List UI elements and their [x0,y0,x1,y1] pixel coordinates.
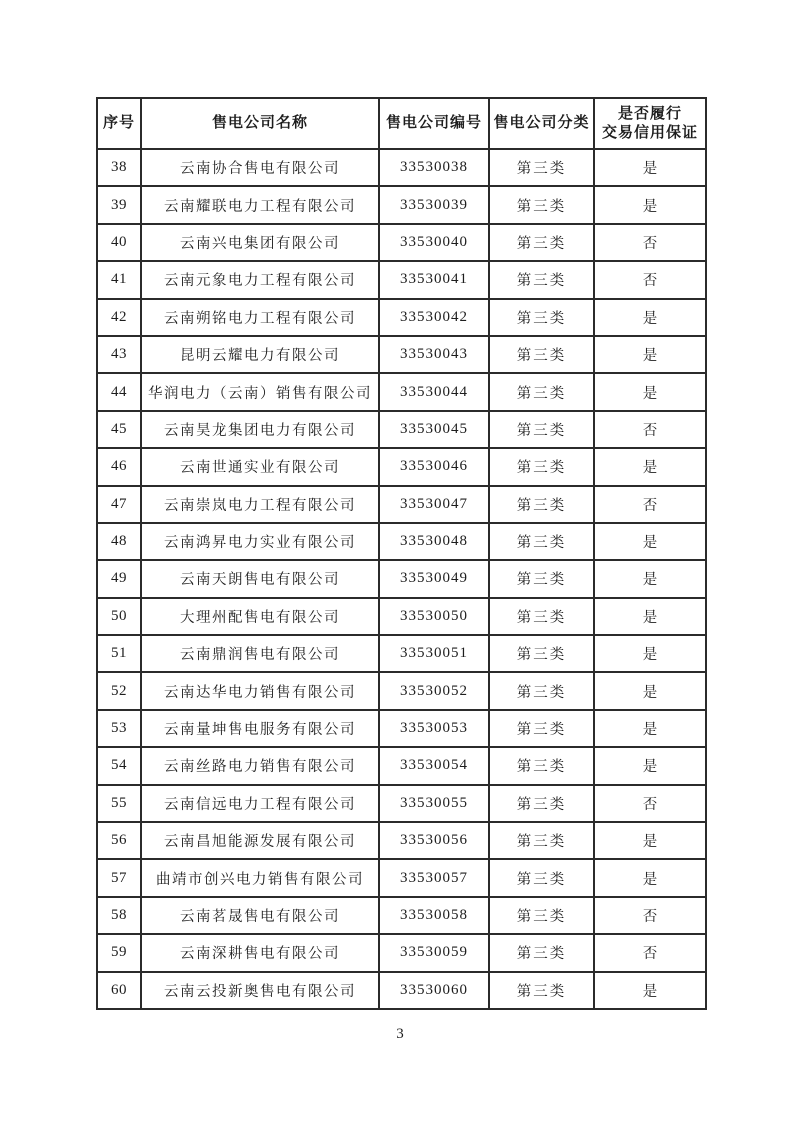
serial-number-cell: 60 [97,972,141,1009]
serial-number-cell: 45 [97,411,141,448]
table-row [97,186,706,223]
company-category-cell: 第三类 [489,672,594,709]
company-name-cell: 云南天朗售电有限公司 [141,560,379,597]
company-code-cell: 33530052 [379,672,489,709]
company-code-cell: 33530041 [379,261,489,298]
serial-number-cell: 55 [97,785,141,822]
serial-number-cell: 56 [97,822,141,859]
credit-guarantee-cell: 是 [594,635,706,672]
table-row [97,598,706,635]
serial-number-cell: 57 [97,859,141,896]
company-category-cell: 第三类 [489,972,594,1009]
company-name-cell: 云南深耕售电有限公司 [141,934,379,971]
credit-guarantee-cell: 是 [594,672,706,709]
credit-guarantee-cell: 是 [594,560,706,597]
serial-number-cell: 52 [97,672,141,709]
company-category-cell: 第三类 [489,635,594,672]
company-code-cell: 33530040 [379,224,489,261]
header-credit-guarantee-line2: 交易信用保证 [601,124,698,141]
company-name-cell: 云南耀联电力工程有限公司 [141,186,379,223]
company-code-cell: 33530050 [379,598,489,635]
serial-number-cell: 50 [97,598,141,635]
company-category-cell: 第三类 [489,560,594,597]
company-code-cell: 33530053 [379,710,489,747]
power-sales-company-table [96,97,707,1010]
table-row [97,448,706,485]
credit-guarantee-cell: 是 [594,149,706,186]
company-code-cell: 33530049 [379,560,489,597]
credit-guarantee-cell: 是 [594,373,706,410]
company-category-cell: 第三类 [489,186,594,223]
credit-guarantee-cell: 是 [594,523,706,560]
company-code-cell: 33530046 [379,448,489,485]
table-row [97,336,706,373]
serial-number-cell: 39 [97,186,141,223]
serial-number-cell: 43 [97,336,141,373]
serial-number-cell: 38 [97,149,141,186]
credit-guarantee-cell: 否 [594,934,706,971]
credit-guarantee-cell: 否 [594,897,706,934]
header-company-category: 售电公司分类 [489,98,594,149]
table-body [97,149,706,1009]
company-code-cell: 33530059 [379,934,489,971]
serial-number-cell: 47 [97,486,141,523]
table-row [97,897,706,934]
company-category-cell: 第三类 [489,299,594,336]
company-category-cell: 第三类 [489,598,594,635]
credit-guarantee-cell: 是 [594,822,706,859]
header-credit-guarantee-line1: 是否履行 [617,105,682,122]
header-serial-number: 序号 [97,98,141,149]
company-name-cell: 昆明云耀电力有限公司 [141,336,379,373]
company-category-cell: 第三类 [489,822,594,859]
serial-number-cell: 54 [97,747,141,784]
company-name-cell: 云南昌旭能源发展有限公司 [141,822,379,859]
company-code-cell: 33530056 [379,822,489,859]
serial-number-cell: 41 [97,261,141,298]
company-name-cell: 云南昊龙集团电力有限公司 [141,411,379,448]
company-category-cell: 第三类 [489,261,594,298]
credit-guarantee-cell: 否 [594,785,706,822]
company-name-cell: 云南元象电力工程有限公司 [141,261,379,298]
serial-number-cell: 46 [97,448,141,485]
company-code-cell: 33530055 [379,785,489,822]
company-code-cell: 33530054 [379,747,489,784]
serial-number-cell: 51 [97,635,141,672]
table-row [97,486,706,523]
table-header-row [97,98,706,149]
credit-guarantee-cell: 否 [594,224,706,261]
company-name-cell: 云南达华电力销售有限公司 [141,672,379,709]
table-row [97,672,706,709]
table-row [97,149,706,186]
table-row [97,560,706,597]
company-category-cell: 第三类 [489,149,594,186]
credit-guarantee-cell: 是 [594,299,706,336]
company-code-cell: 33530045 [379,411,489,448]
company-name-cell: 云南茗晟售电有限公司 [141,897,379,934]
company-category-cell: 第三类 [489,448,594,485]
credit-guarantee-cell: 否 [594,261,706,298]
company-code-cell: 33530051 [379,635,489,672]
company-category-cell: 第三类 [489,523,594,560]
credit-guarantee-cell: 是 [594,972,706,1009]
table-row [97,859,706,896]
page-number: 3 [396,1026,404,1042]
company-name-cell: 曲靖市创兴电力销售有限公司 [141,859,379,896]
company-code-cell: 33530060 [379,972,489,1009]
company-name-cell: 云南信远电力工程有限公司 [141,785,379,822]
serial-number-cell: 49 [97,560,141,597]
company-category-cell: 第三类 [489,486,594,523]
company-code-cell: 33530057 [379,859,489,896]
credit-guarantee-cell: 是 [594,859,706,896]
company-category-cell: 第三类 [489,897,594,934]
table-row [97,261,706,298]
company-category-cell: 第三类 [489,224,594,261]
company-category-cell: 第三类 [489,934,594,971]
company-name-cell: 云南崇岚电力工程有限公司 [141,486,379,523]
table-row [97,635,706,672]
credit-guarantee-cell: 是 [594,448,706,485]
table-row [97,224,706,261]
company-name-cell: 云南鼎润售电有限公司 [141,635,379,672]
table-row [97,785,706,822]
company-category-cell: 第三类 [489,336,594,373]
table-row [97,523,706,560]
company-name-cell: 云南云投新奥售电有限公司 [141,972,379,1009]
company-name-cell: 大理州配售电有限公司 [141,598,379,635]
credit-guarantee-cell: 否 [594,411,706,448]
company-category-cell: 第三类 [489,747,594,784]
table-row [97,747,706,784]
company-code-cell: 33530058 [379,897,489,934]
table-row [97,934,706,971]
company-name-cell: 云南兴电集团有限公司 [141,224,379,261]
header-company-name: 售电公司名称 [141,98,379,149]
serial-number-cell: 44 [97,373,141,410]
company-name-cell: 云南世通实业有限公司 [141,448,379,485]
table-row [97,373,706,410]
company-code-cell: 33530043 [379,336,489,373]
company-category-cell: 第三类 [489,710,594,747]
table-row [97,710,706,747]
table-row [97,299,706,336]
company-code-cell: 33530048 [379,523,489,560]
company-code-cell: 33530042 [379,299,489,336]
company-category-cell: 第三类 [489,373,594,410]
serial-number-cell: 59 [97,934,141,971]
company-name-cell: 云南鸿昇电力实业有限公司 [141,523,379,560]
credit-guarantee-cell: 否 [594,486,706,523]
company-code-cell: 33530047 [379,486,489,523]
credit-guarantee-cell: 是 [594,186,706,223]
company-name-cell: 云南丝路电力销售有限公司 [141,747,379,784]
serial-number-cell: 40 [97,224,141,261]
company-name-cell: 云南朔铭电力工程有限公司 [141,299,379,336]
serial-number-cell: 48 [97,523,141,560]
company-name-cell: 云南协合售电有限公司 [141,149,379,186]
serial-number-cell: 53 [97,710,141,747]
company-category-cell: 第三类 [489,785,594,822]
serial-number-cell: 58 [97,897,141,934]
credit-guarantee-cell: 是 [594,747,706,784]
header-credit-guarantee [594,98,706,149]
company-name-cell: 云南量坤售电服务有限公司 [141,710,379,747]
company-category-cell: 第三类 [489,859,594,896]
credit-guarantee-cell: 是 [594,336,706,373]
company-code-cell: 33530039 [379,186,489,223]
table-row [97,411,706,448]
serial-number-cell: 42 [97,299,141,336]
company-code-cell: 33530038 [379,149,489,186]
credit-guarantee-cell: 是 [594,710,706,747]
table-row [97,822,706,859]
header-company-code: 售电公司编号 [379,98,489,149]
company-code-cell: 33530044 [379,373,489,410]
company-name-cell: 华润电力（云南）销售有限公司 [141,373,379,410]
table-row [97,972,706,1009]
credit-guarantee-cell: 是 [594,598,706,635]
company-category-cell: 第三类 [489,411,594,448]
